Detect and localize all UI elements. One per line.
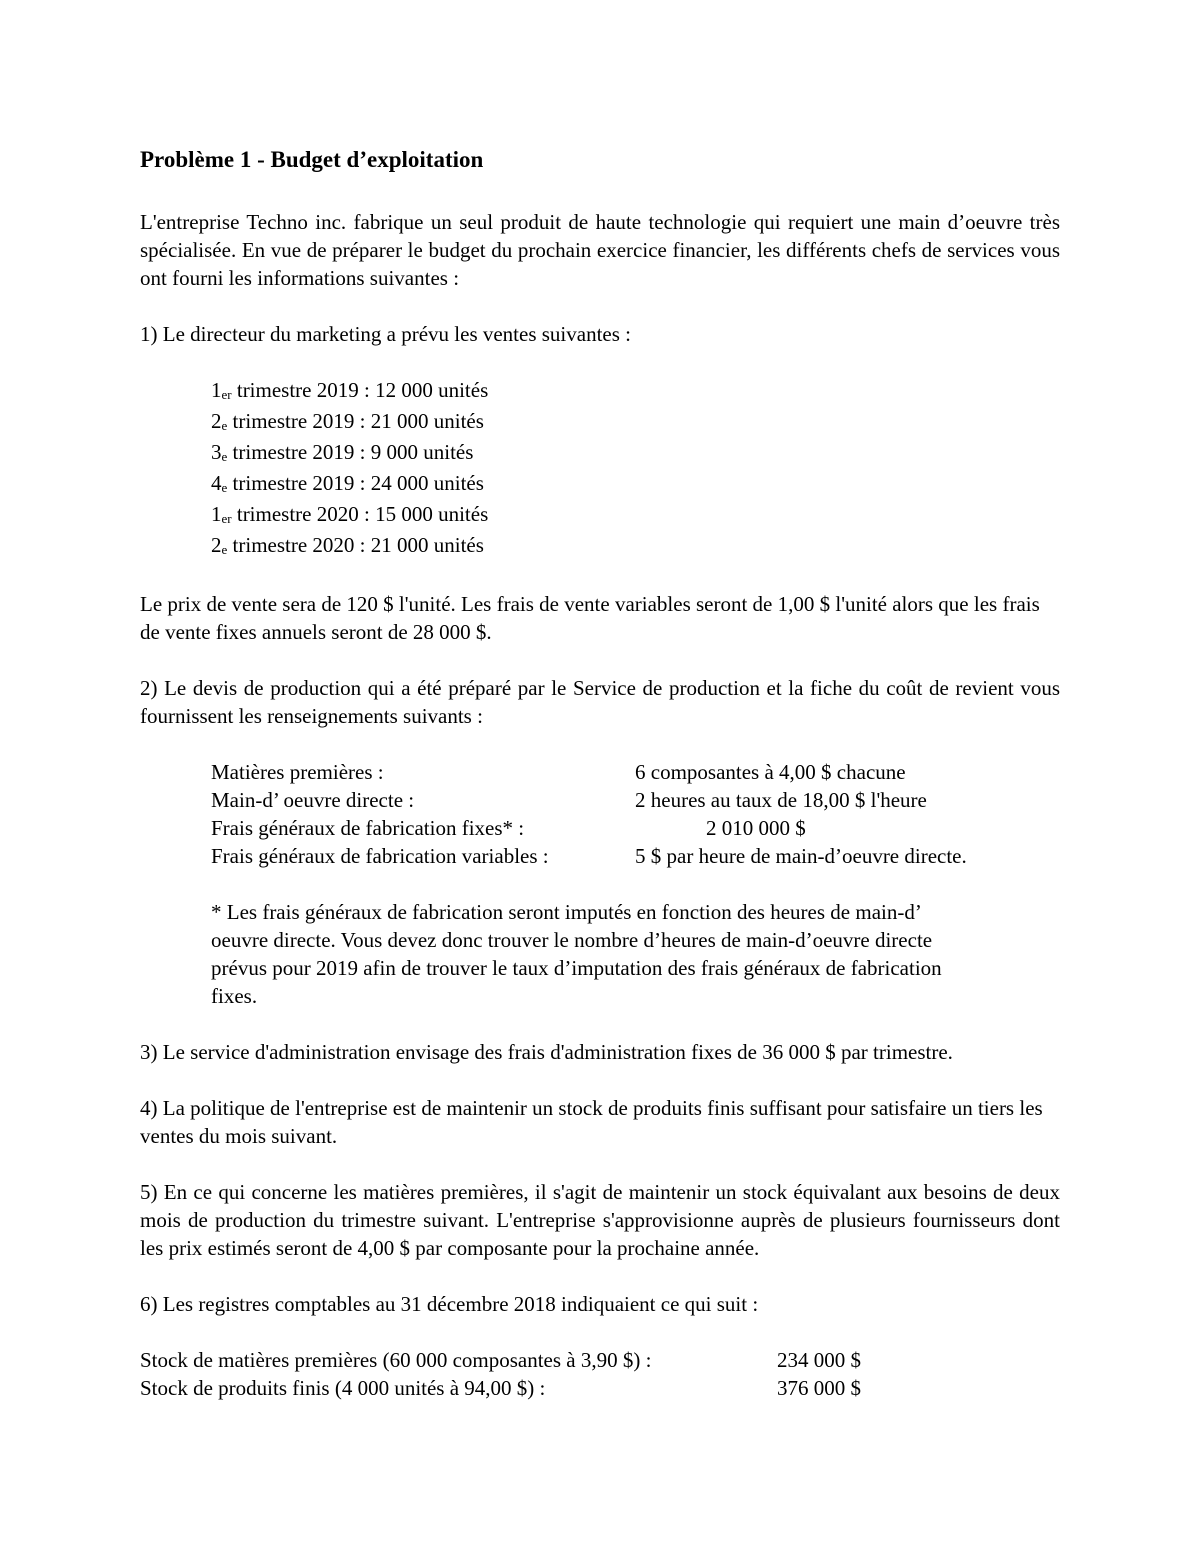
item1-heading: 1) Le directeur du marketing a prévu les ventes suivantes : — [140, 322, 631, 346]
item2-heading: 2) Le devis de production qui a été préparé par le Service de production et la fiche du coût de revient vous fournissent les renseignements suivants : — [140, 676, 1060, 728]
stock-value: 234 000 $ — [777, 1348, 861, 1372]
price-paragraph: Le prix de vente sera de 120 $ l'unité. Les frais de vente variables seront de 1,00 $ l'unité alors que les frais de vente fixes annuels seront de 28 000 $. — [140, 592, 1040, 644]
sales-item — [211, 469, 1060, 500]
item3-paragraph: 3) Le service d'administration envisage des frais d'administration fixes de 36 000 $ par trimestre. — [140, 1040, 953, 1064]
item4-paragraph: 4) La politique de l'entreprise est de maintenir un stock de produits finis suffisant pour satisfaire un tiers les ventes du mois suivant. — [140, 1096, 1043, 1148]
cost-row — [211, 786, 1060, 814]
quarter-suffix: er — [221, 387, 232, 402]
quarter-number: 2 — [211, 409, 222, 433]
sales-item — [211, 438, 1060, 469]
cost-row — [211, 758, 1060, 786]
sales-text: trimestre 2019 : 21 000 unités — [227, 409, 484, 433]
sales-text: trimestre 2019 : 24 000 unités — [227, 471, 484, 495]
quarter-number: 1 — [211, 378, 222, 402]
cost-value: 2 010 000 $ — [706, 816, 806, 840]
cost-label: Main-d’ oeuvre directe : — [211, 788, 415, 812]
quarter-number: 3 — [211, 440, 222, 464]
quarter-suffix: e — [221, 449, 228, 464]
item6-heading: 6) Les registres comptables au 31 décembre 2018 indiquaient ce qui suit : — [140, 1292, 759, 1316]
quarter-suffix: e — [221, 418, 228, 433]
quarter-suffix: e — [221, 480, 228, 495]
sales-list — [140, 376, 1060, 562]
intro-paragraph: L'entreprise Techno inc. fabrique un seul produit de haute technologie qui requiert une main d’oeuvre très spécialisée. En vue de préparer le budget du prochain exercice financier, les différents chefs de services vous ont fourni les informations suivantes : — [140, 210, 1060, 290]
sales-item — [211, 376, 1060, 407]
cost-value: 6 composantes à 4,00 $ chacune — [635, 760, 906, 784]
item5-paragraph: 5) En ce qui concerne les matières premières, il s'agit de maintenir un stock équivalant aux besoins de deux mois de production du trimestre suivant. L'entreprise s'approvisionne auprès de plusieurs fournisseurs dont les prix estimés seront de 4,00 $ par composante pour la prochaine année. — [140, 1180, 1060, 1260]
stock-table — [140, 1346, 1060, 1402]
sales-item — [211, 407, 1060, 438]
sales-text: trimestre 2019 : 9 000 unités — [227, 440, 474, 464]
quarter-number: 1 — [211, 502, 222, 526]
cost-label: Frais généraux de fabrication fixes* : — [211, 816, 525, 840]
cost-row — [211, 842, 1060, 870]
cost-table — [140, 758, 1060, 870]
cost-label: Matières premières : — [211, 760, 384, 784]
quarter-suffix: er — [221, 511, 232, 526]
quarter-number: 2 — [211, 533, 222, 557]
sales-item — [211, 500, 1060, 531]
sales-text: trimestre 2020 : 21 000 unités — [227, 533, 484, 557]
cost-label: Frais généraux de fabrication variables : — [211, 844, 549, 868]
sales-text: trimestre 2019 : 12 000 unités — [231, 378, 489, 402]
sales-item — [211, 531, 1060, 562]
cost-value: 5 $ par heure de main-d’oeuvre directe. — [635, 844, 967, 868]
stock-value: 376 000 $ — [777, 1376, 861, 1400]
cost-row — [211, 814, 1060, 842]
sales-text: trimestre 2020 : 15 000 unités — [231, 502, 489, 526]
stock-row — [140, 1374, 1060, 1402]
footnote: * Les frais généraux de fabrication seront imputés en fonction des heures de main-d’ oeuvre directe. Vous devez donc trouver le nombre d’heures de main-d’oeuvre directe prévus pour 2019 afin de trouver le taux d’imputation des frais généraux de fabrication fixes. — [211, 900, 942, 1008]
stock-label: Stock de produits finis (4 000 unités à 94,00 $) : — [140, 1376, 546, 1400]
stock-label: Stock de matières premières (60 000 composantes à 3,90 $) : — [140, 1348, 652, 1372]
quarter-number: 4 — [211, 471, 222, 495]
cost-value: 2 heures au taux de 18,00 $ l'heure — [635, 788, 927, 812]
quarter-suffix: e — [221, 542, 228, 557]
page-title: Problème 1 - Budget d’exploitation — [140, 147, 484, 172]
document-page — [140, 144, 1060, 1402]
stock-row — [140, 1346, 1060, 1374]
